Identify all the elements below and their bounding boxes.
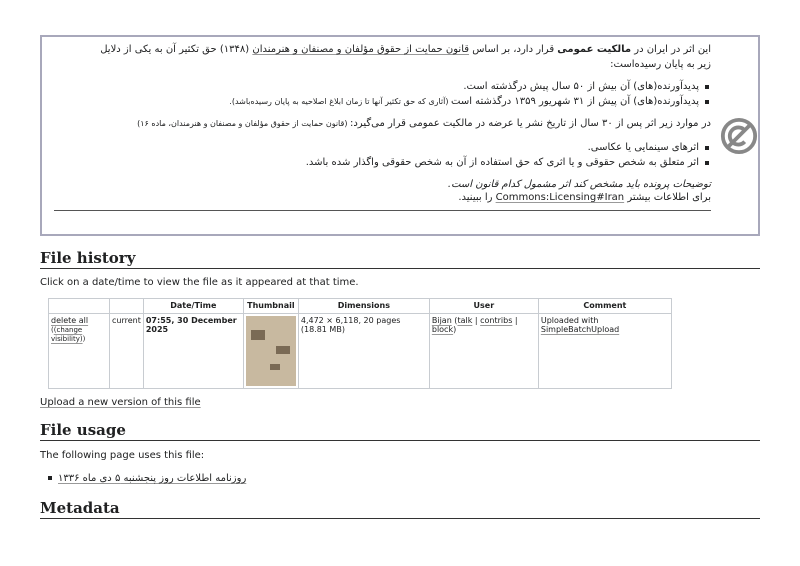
file-history-heading: File history	[40, 249, 760, 269]
file-history-table	[48, 298, 672, 389]
contribs-link[interactable]: contribs	[480, 316, 513, 325]
license-intro: این اثر در ایران در مالکیت عمومی قرار دارد، بر اساس قانون حمایت از حقوق مؤلفان و مصنفان و هنرمندان (۱۳۴۸) حق تکثیر آن به یکی از دلایل زیر به پایان رسیده‌است:	[100, 44, 711, 70]
delete-all-link[interactable]: delete all	[51, 316, 89, 325]
cases-list	[306, 140, 711, 170]
dimensions: 4,472 × 6,118, 20 pages (18.81 MB)	[298, 314, 429, 389]
talk-link[interactable]: talk	[457, 316, 473, 325]
list-item: اثر متعلق به شخص حقوقی و یا اثری که حق استفاده از آن به شخص حقوقی واگذار شده باشد.	[306, 155, 711, 170]
commons-licensing-link[interactable]: Commons:Licensing#Iran	[495, 192, 625, 203]
upload-new-version-link[interactable]: Upload a new version of this file	[40, 397, 201, 408]
list-item: پدیدآورنده(های) آن پیش از ۳۱ شهریور ۱۳۵۹ درگذشته است (آثاری که حق تکثیر آنها تا زمان ابلاغ اصلاحیه به پایان رسیده‌باشد).	[229, 94, 711, 109]
copyright-law-link[interactable]: قانون حمایت از حقوق مؤلفان و مصنفان و هنرمندان	[252, 44, 470, 55]
usage-page-link[interactable]: روزنامه اطلاعات روز پنجشنبه ۵ دی ماه ۱۳۳۶	[58, 473, 247, 484]
thirty-years-text: در موارد زیر اثر پس از ۳۰ سال از تاریخ نشر یا عرضه در مالکیت عمومی قرار می‌گیرد: (قانون حمایت از حقوق مؤلفان و مصنفان و هنرمندان، ماده ۱۶)	[137, 118, 711, 129]
note-text: توضیحات پرونده باید مشخص کند اثر مشمول کدام قانون است.	[447, 179, 711, 190]
thumbnail-image[interactable]	[246, 316, 296, 386]
list-item: اثرهای سینمایی یا عکاسی.	[306, 140, 711, 155]
public-domain-icon	[720, 117, 758, 155]
divider	[54, 210, 711, 211]
table-header: Date/Time Thumbnail Dimensions User Comment	[49, 299, 672, 314]
comment-cell: Uploaded with SimpleBatchUpload	[538, 314, 671, 389]
table-row: delete all ((change visibility)) current 07:55, 30 December 2025 4,472 × 6,118, 20 pages (18.81 MB) Bijan (talk | contribs | block) Uploaded with SimpleBatchUpload	[49, 314, 672, 389]
public-domain-label: مالکیت عمومی	[557, 44, 632, 55]
license-box	[40, 35, 760, 236]
block-link[interactable]: block	[431, 325, 454, 334]
user-link[interactable]: Bijan	[431, 316, 452, 325]
status-current: current	[110, 314, 144, 389]
change-visibility-link[interactable]: (change visibility)	[51, 326, 83, 343]
file-usage-heading: File usage	[40, 421, 760, 441]
more-info: برای اطلاعات بیشتر Commons:Licensing#Iran را ببینید.	[458, 192, 711, 203]
file-history-instructions: Click on a date/time to view the file as it appeared at that time.	[40, 277, 359, 288]
file-usage-intro: The following page uses this file:	[40, 450, 205, 461]
simplebatchupload-link[interactable]: SimpleBatchUpload	[540, 325, 620, 334]
list-item	[48, 473, 246, 484]
reasons-list	[229, 79, 711, 109]
datetime-link[interactable]: 07:55, 30 December 2025	[145, 316, 237, 334]
metadata-heading: Metadata	[40, 499, 760, 519]
user-cell: Bijan (talk | contribs | block)	[429, 314, 538, 389]
list-item: پدیدآورنده(های) آن بیش از ۵۰ سال پیش درگذشته است.	[229, 79, 711, 94]
